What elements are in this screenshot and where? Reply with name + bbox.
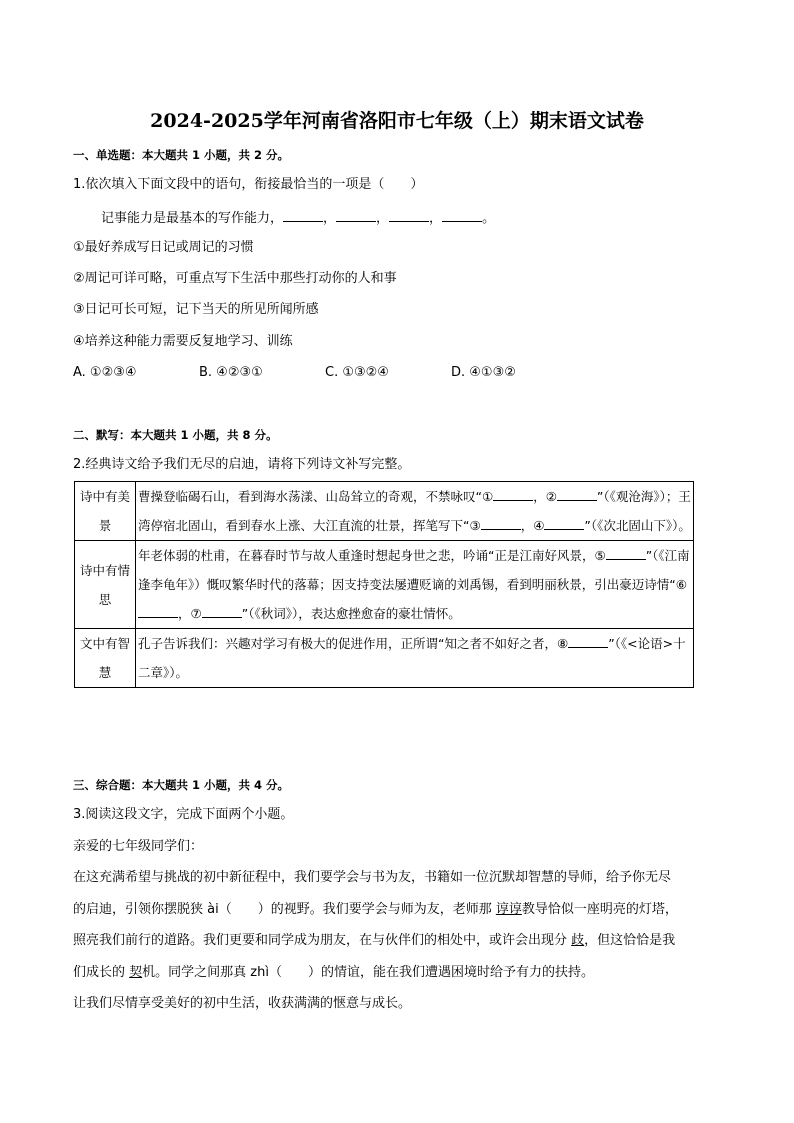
table-row [75, 541, 694, 629]
row-body-scenery: 曹操登临碣石山，看到海水荡漾、山岛耸立的奇观，不禁咏叹“① ，② ”（《观沧海》）；王湾停宿北固山，看到春水上涨、大江直流的壮景，挥笔写下“③ ，④ ”（《次北固山下》）。 [136, 482, 694, 541]
letter-line-1: 在这充满希望与挑战的初中新征程中，我们要学会与书为友，书籍如一位沉默却智慧的导师，给予你无尽 [73, 870, 672, 885]
q1-item-3: ③日记可长可短，记下当天的所见所闻所感 [73, 302, 319, 317]
row-body-wisdom: 孔子告诉我们：兴趣对学习有极大的促进作用，正所谓“知之者不如好之者，⑧ ”（《<论语>十二章》）。 [136, 629, 694, 688]
blank-5[interactable] [606, 547, 646, 560]
row-body-emotion: 年老体弱的杜甫，在暮春时节与故人重逢时想起身世之悲，吟诵“正是江南好风景，⑤ ”（《江南逢李龟年》）慨叹繁华时代的落幕；因支持变法屡遭贬谪的刘禹锡，看到明丽秋景，引出豪迈诗情“⑥，⑦ ”（《秋词》），表达愈挫愈奋的豪壮情怀。 [136, 541, 694, 629]
q2-stem: 2.经典诗文给予我们无尽的启迪，请将下列诗文补写完整。 [73, 457, 411, 472]
underlined-word: 歧 [571, 933, 585, 948]
underlined-word: 契 [129, 965, 143, 980]
section3-heading: 三、综合题：本大题共 1 小题，共 4 分。 [73, 778, 290, 792]
letter-line-2: 的启迪，引领你摆脱狭 ài（ ）的视野。我们要学会与师为友，老师那 谆谆教导恰似一座明亮的灯塔， [73, 902, 678, 917]
letter-closing: 让我们尽情享受美好的初中生活，收获满满的惬意与成长。 [73, 996, 412, 1011]
blank-2[interactable] [557, 488, 597, 501]
table-row [75, 482, 694, 541]
letter-line-3: 照亮我们前行的道路。我们更要和同学成为朋友，在与伙伴们的相处中，或许会出现分 歧，但这恰恰是我 [73, 933, 676, 948]
option-c[interactable]: C. ①③②④ [325, 365, 389, 380]
row-head-emotion: 诗中有情思 [75, 541, 136, 629]
q1-blank-3[interactable] [389, 209, 429, 222]
table-row [75, 629, 694, 688]
letter-line-4: 们成长的 契机。同学之间那真 zhì（ ）的情谊，能在我们遭遇困境时给予有力的扶持。 [73, 965, 594, 980]
q1-passage: 记事能力是最基本的写作能力， ， ， ， 。 [101, 211, 496, 226]
q3-stem: 3.阅读这段文字，完成下面两个小题。 [73, 807, 294, 822]
underlined-word: 谆谆 [495, 902, 522, 917]
q1-item-4: ④培养这种能力需要反复地学习、训练 [73, 334, 293, 349]
blank-6[interactable] [138, 605, 178, 618]
row-head-wisdom: 文中有智慧 [75, 629, 136, 688]
section1-heading: 一、单选题：本大题共 1 小题，共 2 分。 [73, 148, 290, 162]
poem-table [74, 481, 694, 688]
blank-3[interactable] [481, 517, 521, 530]
q1-item-1: ①最好养成写日记或周记的习惯 [73, 240, 254, 255]
q1-blank-4[interactable] [442, 209, 482, 222]
blank-8[interactable] [568, 635, 608, 648]
q1-stem: 1.依次填入下面文段中的语句，衔接最恰当的一项是（ ） [73, 177, 424, 192]
option-d[interactable]: D. ④①③② [451, 365, 516, 380]
option-b[interactable]: B. ④②③① [199, 365, 263, 380]
option-a[interactable]: A. ①②③④ [73, 365, 137, 380]
row-head-scenery: 诗中有美景 [75, 482, 136, 541]
letter-greeting: 亲爱的七年级同学们： [73, 839, 204, 854]
exam-title: 2024-2025学年河南省洛阳市七年级（上）期末语文试卷 [150, 110, 644, 132]
q1-options [73, 364, 516, 382]
q1-passage-text: 记事能力是最基本的写作能力， [101, 211, 284, 226]
q1-item-2: ②周记可详可略，可重点写下生活中那些打动你的人和事 [73, 271, 397, 286]
blank-1[interactable] [493, 488, 533, 501]
blank-4[interactable] [544, 517, 584, 530]
section2-heading: 二、默写：本大题共 1 小题，共 8 分。 [73, 428, 278, 442]
q1-blank-1[interactable] [283, 209, 323, 222]
q1-blank-2[interactable] [336, 209, 376, 222]
blank-7[interactable] [202, 605, 242, 618]
